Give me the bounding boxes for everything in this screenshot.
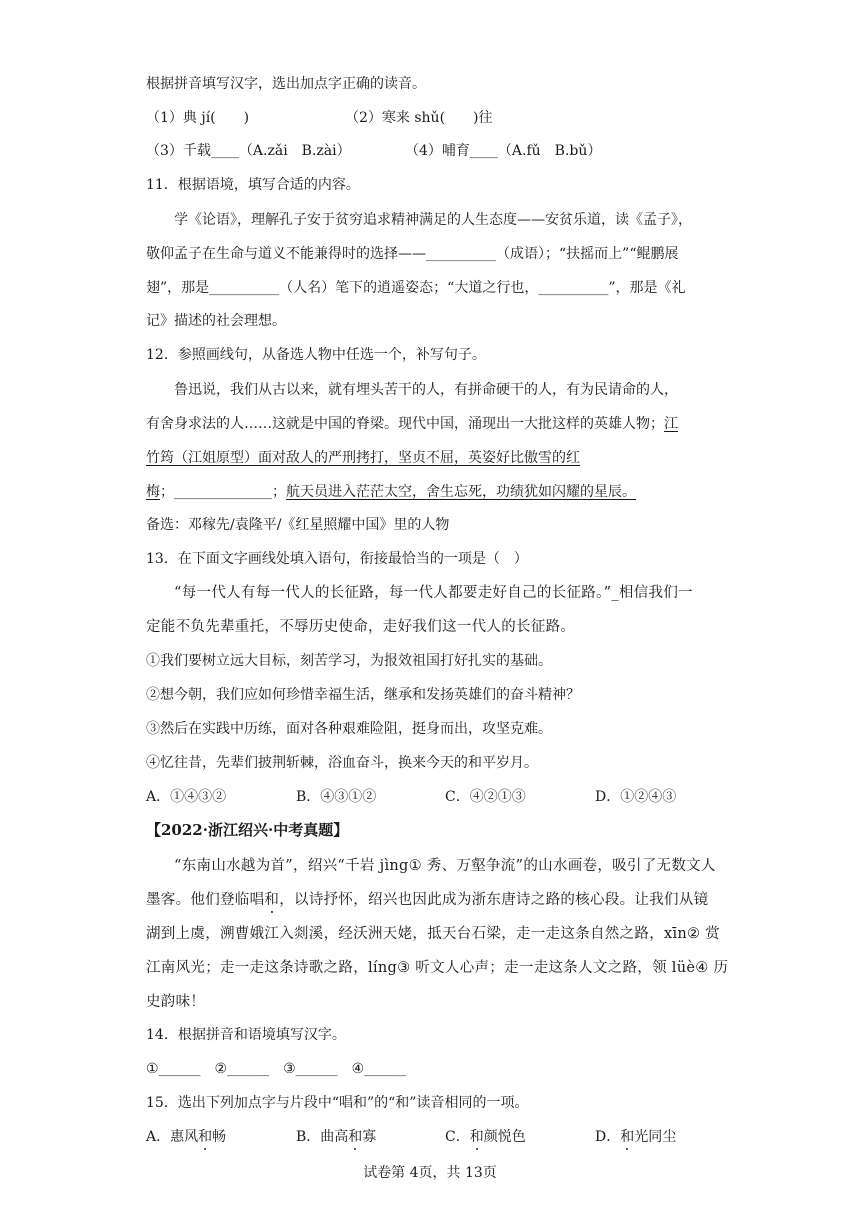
- passage-line-4: 江南风光；走一走这条诗歌之路，líng③ 听文人心声；走一走这条人文之路，领 lüè④ 历: [146, 960, 729, 976]
- q13-option-b: B．④③①②: [296, 789, 377, 805]
- q10-item-4: （4）哺育____（A.fǔ B.bǔ）: [405, 143, 602, 159]
- q13-sentence-3: ③然后在实践中历练，面对各种艰难险阻，挺身而出，攻坚克难。: [146, 721, 552, 737]
- q10-instruction: 根据拼音填写汉字，选出加点字正确的读音。: [146, 76, 426, 92]
- q11-line-2: 敬仰孟子在生命与道义不能兼得时的选择——__________（成语）；“扶摇而上”“鲲鹏展: [146, 246, 679, 262]
- q13-sentence-1: ①我们要树立远大目标，刻苦学习，为报效祖国打好扎实的基础。: [146, 653, 552, 669]
- q12-underlined-sentence-start: 江: [664, 416, 678, 432]
- q13-option-c: C．④②①③: [445, 789, 526, 805]
- q12-underlined-sentence: 竹筠（江姐原型）面对敌人的严刑拷打，坚贞不屈，英姿好比傲雪的红: [146, 450, 580, 466]
- q15-option-a-post: 畅: [212, 1129, 227, 1145]
- q15-option-a-dotted: 和: [198, 1129, 213, 1145]
- q15-title: 15．选出下列加点字与片段中“唱和”的“和”读音相同的一项。: [146, 1095, 529, 1111]
- q12-options: 备选：邓稼先/袁隆平/《红星照耀中国》里的人物: [146, 517, 450, 533]
- passage-line-3: 湖到上虞，溯曹娥江入剡溪，经沃洲天姥，抵天台石梁，走一走这条自然之路，xīn② 赏: [146, 926, 721, 942]
- q12-underlined-end: 梅: [146, 484, 160, 500]
- q11-line-3: 翅”，那是__________（人名）笔下的逍遥姿态；“大道之行也，__________”，那是《礼: [146, 280, 686, 296]
- q12-line-2-text: 有舍身求法的人……这就是中国的脊梁。现代中国，涌现出一大批这样的英雄人物；: [146, 416, 664, 432]
- q15-option-d-pre: D．: [595, 1129, 621, 1145]
- q15-option-b-post: 寡: [362, 1129, 377, 1145]
- q12-answer-blank: ；______________；: [160, 484, 286, 500]
- q11-title: 11．根据语境，填写合适的内容。: [146, 177, 360, 193]
- passage-line-1: “东南山水越为首”，绍兴“千岩 jìng① 秀、万壑争流”的山水画卷，吸引了无数文人: [174, 858, 716, 874]
- q15-option-a: [146, 1127, 226, 1147]
- q14-blanks: ①______ ②______ ③______ ④______: [146, 1061, 407, 1077]
- q15-option-d-post: 光同尘: [634, 1129, 677, 1145]
- page-footer: 试卷第 4页，共 13页: [363, 1165, 497, 1181]
- q13-passage-1: “每一代人有每一代人的长征路，每一代人都要走好自己的长征路。”_相信我们一: [174, 585, 693, 601]
- q10-item-1: （1）典 jí( ): [146, 110, 250, 126]
- q15-option-b-pre: B．曲高: [296, 1129, 349, 1145]
- q12-line-2: [146, 414, 678, 434]
- q11-line-4: 记》描述的社会理想。: [146, 313, 286, 329]
- q11-line-1: 学《论语》，理解孔子安于贫穷追求精神满足的人生态度——安贫乐道，读《孟子》，: [174, 212, 692, 228]
- q15-option-d-dotted: 和: [620, 1129, 635, 1145]
- passage-line-2-b: ，以诗抒怀，绍兴也因此成为浙东唐诗之路的核心段。让我们从镜: [279, 892, 709, 908]
- q15-option-b-dotted: 和: [348, 1129, 363, 1145]
- q12-underlined-sentence-2: 航天员进入茫茫太空，舍生忘死，功绩犹如闪耀的星辰。: [286, 484, 636, 500]
- passage-line-5: 史韵味！: [146, 994, 206, 1010]
- q12-line-4: [146, 482, 636, 502]
- q10-item-3: （3）千载____（A.zǎi B.zài）: [146, 143, 351, 159]
- passage-line-2-a: 墨客。他们登临唱: [146, 892, 265, 908]
- q15-option-c-dotted: 和: [469, 1129, 484, 1145]
- q13-option-a: A．①④③②: [146, 789, 227, 805]
- q15-option-a-pre: A．惠风: [146, 1129, 199, 1145]
- q15-option-b: [296, 1127, 376, 1147]
- passage-line-2: [146, 890, 708, 910]
- q13-passage-2: 定能不负先辈重托，不辱历史使命，走好我们这一代人的长征路。: [146, 619, 576, 635]
- q13-sentence-2: ②想今朝，我们应如何珍惜幸福生活，继承和发扬英雄们的奋斗精神？: [146, 687, 580, 703]
- q15-option-c: [445, 1127, 526, 1147]
- q13-option-d: D．①②④③: [595, 789, 677, 805]
- q13-title: 13．在下面文字画线处填入语句，衔接最恰当的一项是（ ）: [146, 551, 528, 567]
- q15-option-d: [595, 1127, 676, 1147]
- q14-title: 14．根据拼音和语境填写汉字。: [146, 1027, 346, 1043]
- q15-option-c-post: 颜悦色: [483, 1129, 526, 1145]
- q10-item-2: （2）寒来 shǔ( )往: [345, 110, 493, 126]
- section-header: 【2022·浙江绍兴·中考真题】: [146, 821, 349, 839]
- q12-title: 12．参照画线句，从备选人物中任选一个，补写句子。: [146, 347, 486, 363]
- q12-line-1: 鲁迅说，我们从古以来，就有埋头苦干的人，有拼命硬干的人，有为民请命的人，: [174, 382, 678, 398]
- dotted-char-he: 和: [264, 892, 280, 908]
- q13-sentence-4: ④忆往昔，先辈们披荆斩棘，浴血奋斗，换来今天的和平岁月。: [146, 755, 538, 771]
- q15-option-c-pre: C．: [445, 1129, 470, 1145]
